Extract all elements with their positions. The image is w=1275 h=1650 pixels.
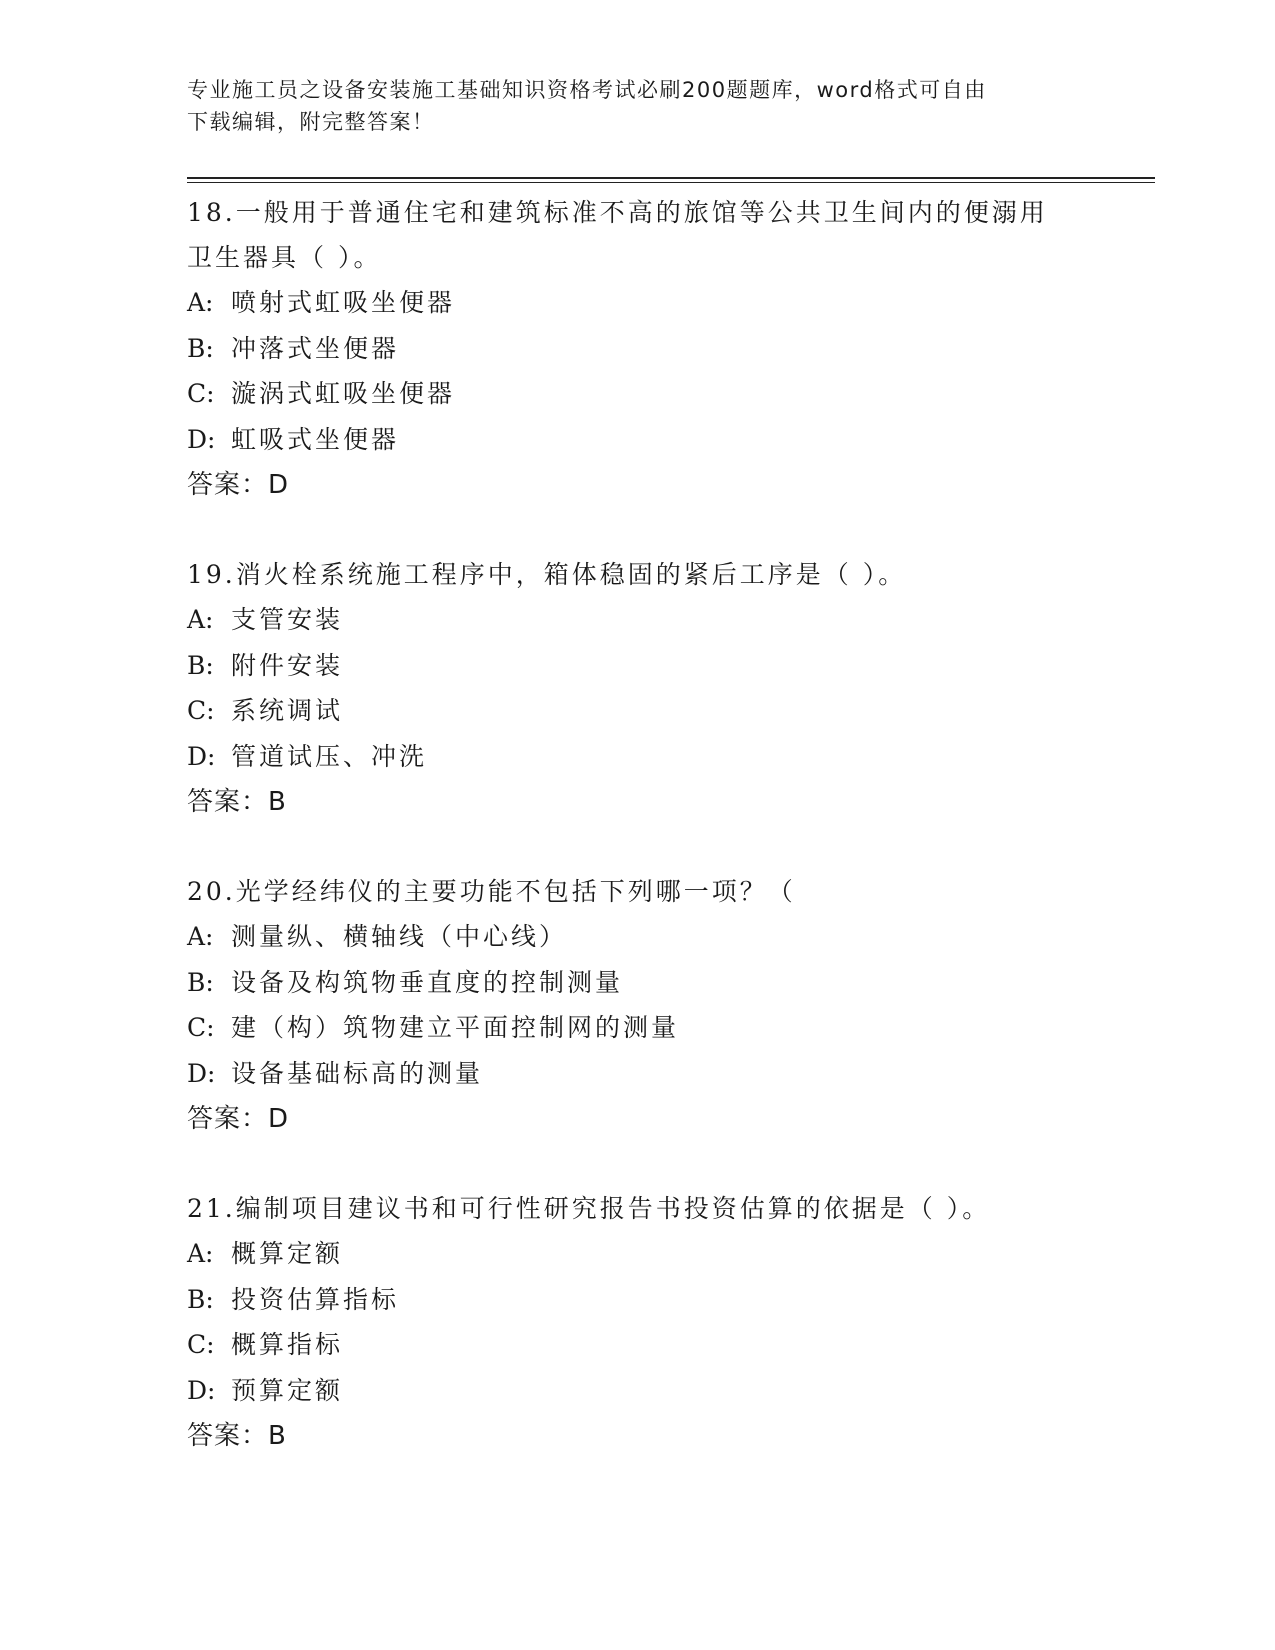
option-a: A: 测量纵、横轴线（中心线） [187, 922, 568, 951]
question-19 [187, 552, 1087, 825]
option-b: B: 投资估算指标 [187, 1284, 400, 1314]
option-c: C: 漩涡式虹吸坐便器 [187, 379, 456, 408]
answer-line: 答案：B [187, 787, 287, 817]
header-divider-thin [187, 182, 1155, 183]
option-d: D: 预算定额 [187, 1375, 344, 1405]
answer-line: 答案：D [187, 470, 290, 500]
header-divider-thick [187, 177, 1155, 179]
option-d: D: 管道试压、冲洗 [187, 741, 428, 771]
question-stem: 20.光学经纬仪的主要功能不包括下列哪一项？（ [187, 877, 796, 906]
option-b: B: 冲落式坐便器 [187, 333, 400, 363]
option-b: B: 设备及构筑物垂直度的控制测量 [187, 967, 624, 997]
question-stem: 19.消火栓系统施工程序中，箱体稳固的紧后工序是（ ）。 [187, 560, 907, 589]
option-b: B: 附件安装 [187, 650, 344, 680]
option-a: A: 支管安装 [187, 605, 344, 634]
option-c: C: 概算指标 [187, 1330, 344, 1359]
question-18 [187, 190, 1087, 508]
option-a: A: 喷射式虹吸坐便器 [187, 288, 456, 317]
option-c: C: 系统调试 [187, 696, 344, 725]
question-20 [187, 869, 1087, 1142]
question-stem: 18.一般用于普通住宅和建筑标准不高的旅馆等公共卫生间内的便溺用 卫生器具（ ）。 [187, 198, 1048, 272]
answer-line: 答案：B [187, 1421, 287, 1451]
option-d: D: 设备基础标高的测量 [187, 1058, 484, 1088]
option-a: A: 概算定额 [187, 1239, 344, 1268]
option-c: C: 建（构）筑物建立平面控制网的测量 [187, 1013, 680, 1042]
document-header [187, 74, 1067, 138]
header-line-1: 专业施工员之设备安装施工基础知识资格考试必刷200题题库，word格式可自由 [187, 78, 987, 102]
option-d: D: 虹吸式坐便器 [187, 424, 400, 454]
question-stem: 21.编制项目建议书和可行性研究报告书投资估算的依据是（ ）。 [187, 1194, 991, 1223]
question-list [187, 190, 1087, 1503]
header-line-2: 下载编辑，附完整答案！ [187, 110, 435, 134]
answer-line: 答案：D [187, 1104, 290, 1134]
question-21 [187, 1186, 1087, 1459]
